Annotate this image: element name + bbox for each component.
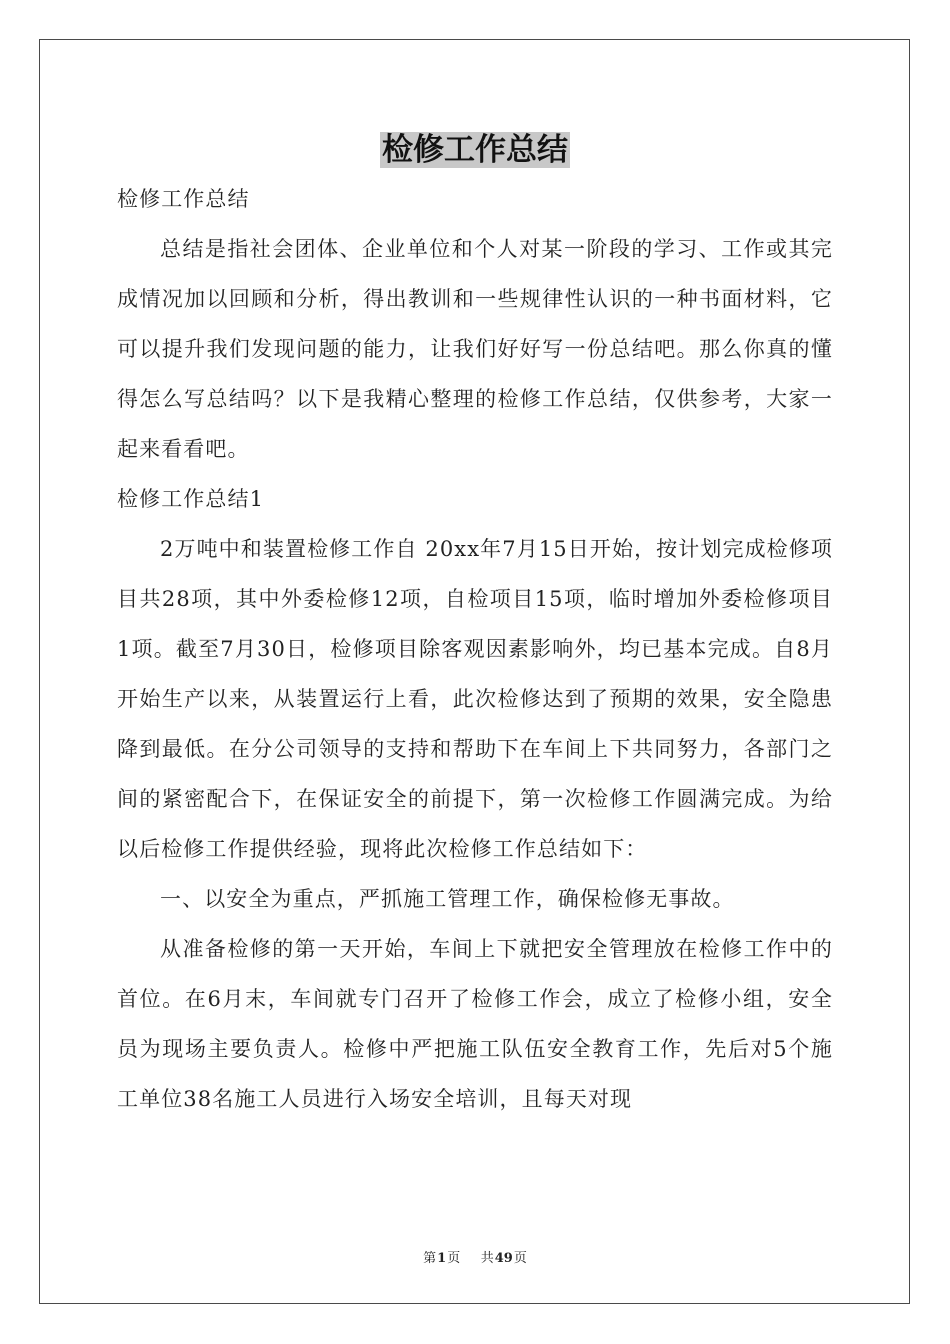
sub-heading: 一、以安全为重点，严抓施工管理工作，确保检修无事故。: [160, 887, 735, 911]
total-pages: 49: [494, 1251, 513, 1266]
total-pages-indicator: [480, 1251, 528, 1266]
page-prefix: 第: [423, 1251, 437, 1266]
page-suffix: 页: [447, 1251, 461, 1266]
document-subtitle: 检修工作总结: [117, 187, 250, 211]
intro-paragraph: 总结是指社会团体、企业单位和个人对某一阶段的学习、工作或其完成情况加以回顾和分析，得出教训和一些规律性认识的一种书面材料，它可以提升我们发现问题的能力，让我们好好写一份总结吧。那么你真的懂得怎么写总结吗？以下是我精心整理的检修工作总结，仅供参考，大家一起来看看吧。: [117, 237, 833, 461]
page-indicator: [422, 1251, 461, 1266]
page-footer: [0, 1247, 950, 1266]
document-title-text: 检修工作总结: [382, 132, 568, 168]
section-heading: 检修工作总结1: [117, 487, 265, 511]
document-body: [117, 174, 833, 1124]
body-paragraph: 从准备检修的第一天开始，车间上下就把安全管理放在检修工作中的首位。在6月末，车间就专门召开了检修工作会，成立了检修小组，安全员为现场主要负责人。检修中严把施工队伍安全教育工作，先后对5个施工单位38名施工人员进行入场安全培训，且每天对现: [117, 937, 833, 1111]
total-prefix: 共: [480, 1251, 494, 1266]
total-suffix: 页: [513, 1251, 527, 1266]
page-number: 1: [437, 1251, 447, 1266]
document-title: [0, 128, 950, 172]
body-paragraph: 2万吨中和装置检修工作自 20xx年7月15日开始，按计划完成检修项目共28项，其中外委检修12项，自检项目15项，临时增加外委检修项目1项。截至7月30日，检修项目除客观因素影响外，均已基本完成。自8月开始生产以来，从装置运行上看，此次检修达到了预期的效果，安全隐患降到最低。在分公司领导的支持和帮助下在车间上下共同努力，各部门之间的紧密配合下，在保证安全的前提下，第一次检修工作圆满完成。为给以后检修工作提供经验，现将此次检修工作总结如下：: [117, 537, 833, 861]
